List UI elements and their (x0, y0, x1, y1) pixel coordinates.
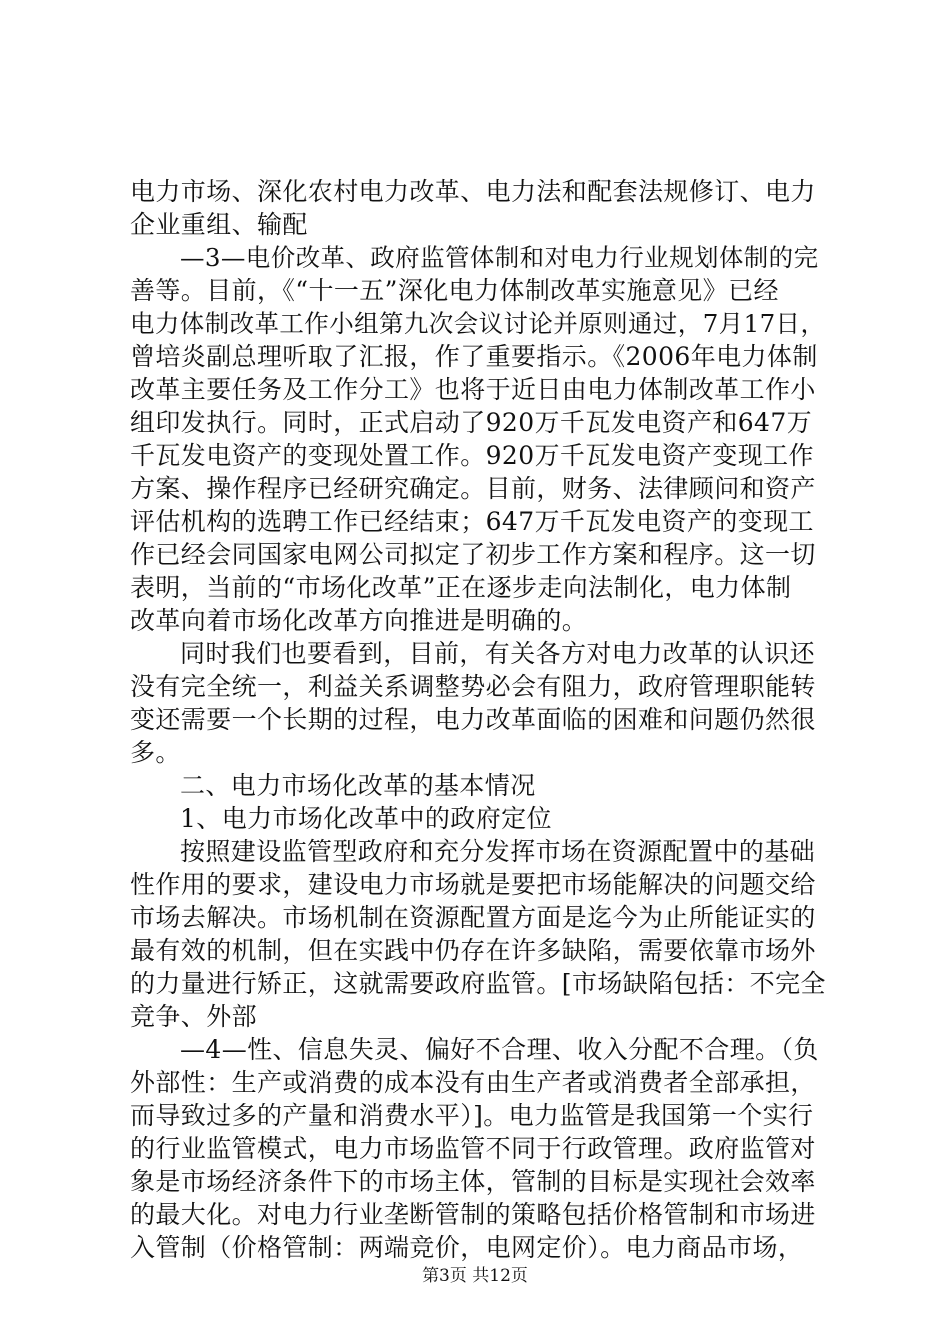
text-line: —4—性、信息失灵、偏好不合理、收入分配不合理。（负 (180, 1035, 819, 1064)
text-line: 变还需要一个长期的过程，电力改革面临的困难和问题仍然很 (130, 705, 816, 734)
page-footer: 第3页 共12页 (422, 1266, 528, 1286)
text-line: 竞争、外部 (130, 1002, 258, 1031)
text-line: 电力体制改革工作小组第九次会议讨论并原则通过，7月17日， (130, 309, 826, 338)
text-line: 最有效的机制，但在实践中仍存在许多缺陷，需要依靠市场外 (130, 936, 816, 965)
text-line: 改革向着市场化改革方向推进是明确的。 (130, 606, 588, 635)
document-body (130, 175, 830, 1264)
text-line: 没有完全统一，利益关系调整势必会有阻力，政府管理职能转 (130, 672, 816, 701)
text-line: 性作用的要求，建设电力市场就是要把市场能解决的问题交给 (130, 870, 816, 899)
text-line: 千瓦发电资产的变现处置工作。920万千瓦发电资产变现工作 (130, 441, 814, 470)
text-line: 的力量进行矫正，这就需要政府监管。[市场缺陷包括：不完全 (130, 969, 826, 998)
text-line: 1、电力市场化改革中的政府定位 (180, 804, 552, 833)
text-line: —3—电价改革、政府监管体制和对电力行业规划体制的完 (180, 243, 819, 272)
text-line: 而导致过多的产量和消费水平）]。电力监管是我国第一个实行 (130, 1101, 814, 1130)
text-line: 作已经会同国家电网公司拟定了初步工作方案和程序。这一切 (130, 540, 816, 569)
text-line: 外部性：生产或消费的成本没有由生产者或消费者全部承担， (130, 1068, 816, 1097)
text-line: 入管制（价格管制：两端竞价，电网定价）。电力商品市场， (130, 1233, 804, 1262)
text-line: 多。 (130, 738, 181, 767)
text-line: 表明，当前的“市场化改革”正在逐步走向法制化，电力体制 (130, 573, 792, 602)
text-line: 同时我们也要看到，目前，有关各方对电力改革的认识还 (180, 639, 816, 668)
text-line: 曾培炎副总理听取了汇报，作了重要指示。《2006年电力体制 (130, 342, 818, 371)
text-line: 的最大化。对电力行业垄断管制的策略包括价格管制和市场进 (130, 1200, 816, 1229)
text-line: 象是市场经济条件下的市场主体，管制的目标是实现社会效率 (130, 1167, 816, 1196)
text-line: 二、电力市场化改革的基本情况 (180, 771, 536, 800)
text-line: 组印发执行。同时，正式启动了920万千瓦发电资产和647万 (130, 408, 813, 437)
text-line: 的行业监管模式，电力市场监管不同于行政管理。政府监管对 (130, 1134, 816, 1163)
text-line: 方案、操作程序已经研究确定。目前，财务、法律顾问和资产 (130, 474, 816, 503)
text-line: 善等。目前，《“十一五”深化电力体制改革实施意见》已经 (130, 276, 779, 305)
text-line: 市场去解决。市场机制在资源配置方面是迄今为止所能证实的 (130, 903, 816, 932)
text-line: 评估机构的选聘工作已经结束；647万千瓦发电资产的变现工 (130, 507, 814, 536)
text-line: 电力市场、深化农村电力改革、电力法和配套法规修订、电力 (130, 177, 816, 206)
text-line: 企业重组、输配 (130, 210, 308, 239)
text-line: 改革主要任务及工作分工》也将于近日由电力体制改革工作小 (130, 375, 816, 404)
text-line: 按照建设监管型政府和充分发挥市场在资源配置中的基础 (180, 837, 816, 866)
